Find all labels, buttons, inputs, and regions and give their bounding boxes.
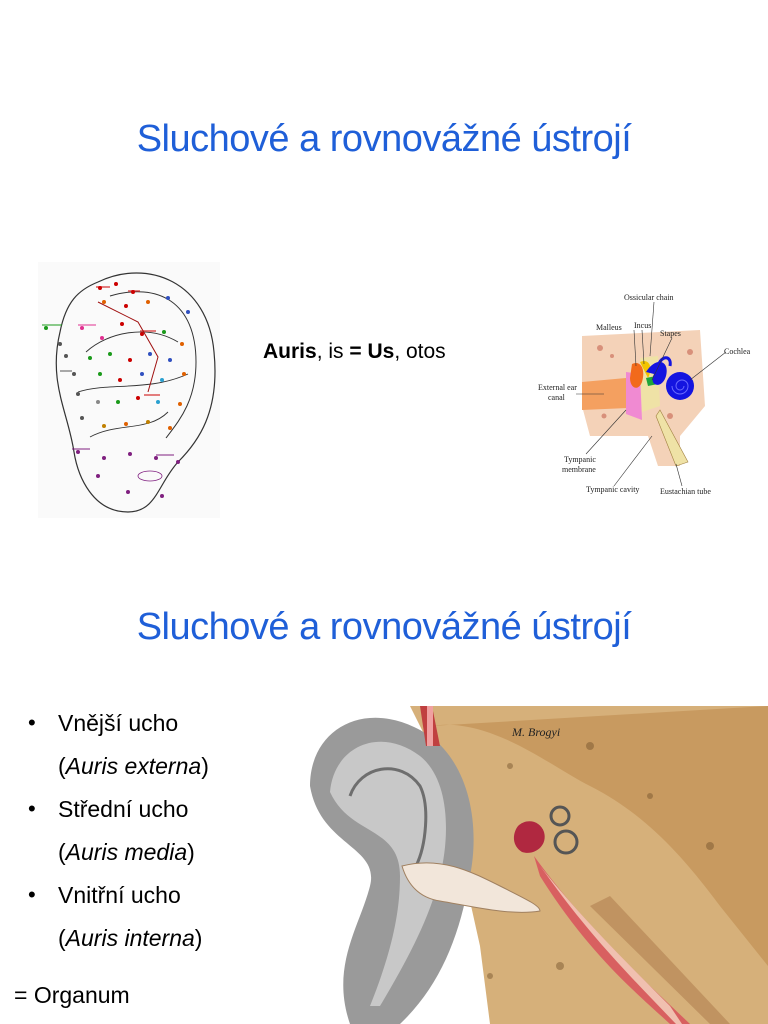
ear-cross-section-illustration [290, 706, 768, 1024]
label-malleus: Malleus [596, 323, 622, 332]
auris-us: = Us [349, 340, 395, 363]
bullet-icon: • [28, 796, 36, 821]
organum-text: = Organum [14, 982, 130, 1008]
ear-acupuncture-map [38, 262, 220, 518]
auris-sep: , is [316, 340, 350, 363]
middle-ear-diagram [530, 286, 760, 500]
bullet-text: Vnitřní ucho [58, 882, 181, 908]
bullet-latin: (Auris interna) [58, 925, 203, 951]
list-item [28, 708, 288, 794]
bullet-text: Vnější ucho [58, 710, 179, 736]
bullet-icon: • [28, 882, 36, 907]
label-cochlea: Cochlea [724, 347, 751, 356]
slide-1-title: Sluchové a rovnovážné ústrojí [136, 118, 632, 160]
list-item [28, 880, 288, 966]
auris-otos: , otos [394, 340, 446, 363]
label-ossicular-chain: Ossicular chain [624, 293, 674, 302]
slide-2 [0, 560, 768, 1024]
label-tympanic-membrane: membrane [562, 465, 596, 474]
bullet-latin: (Auris externa) [58, 753, 209, 779]
bullet-icon: • [28, 710, 36, 735]
label-stapes: Stapes [660, 329, 681, 338]
auris-term: Auris [263, 340, 317, 363]
bullet-text: Střední ucho [58, 796, 189, 822]
label-external-canal-2: canal [548, 393, 565, 402]
label-external-canal: External ear [538, 383, 577, 392]
ear-parts-list [28, 708, 288, 966]
label-incus: Incus [634, 321, 652, 330]
list-item [28, 794, 288, 880]
bullet-latin: (Auris media) [58, 839, 195, 865]
slide-2-title: Sluchové a rovnovážné ústrojí [136, 606, 632, 648]
label-tympanic: Tympanic [564, 455, 596, 464]
illustration-signature: M. Brogyi [512, 725, 561, 739]
label-tympanic-cavity: Tympanic cavity [586, 485, 640, 494]
auris-synonyms [263, 340, 446, 364]
label-eustachian-tube: Eustachian tube [660, 487, 711, 496]
